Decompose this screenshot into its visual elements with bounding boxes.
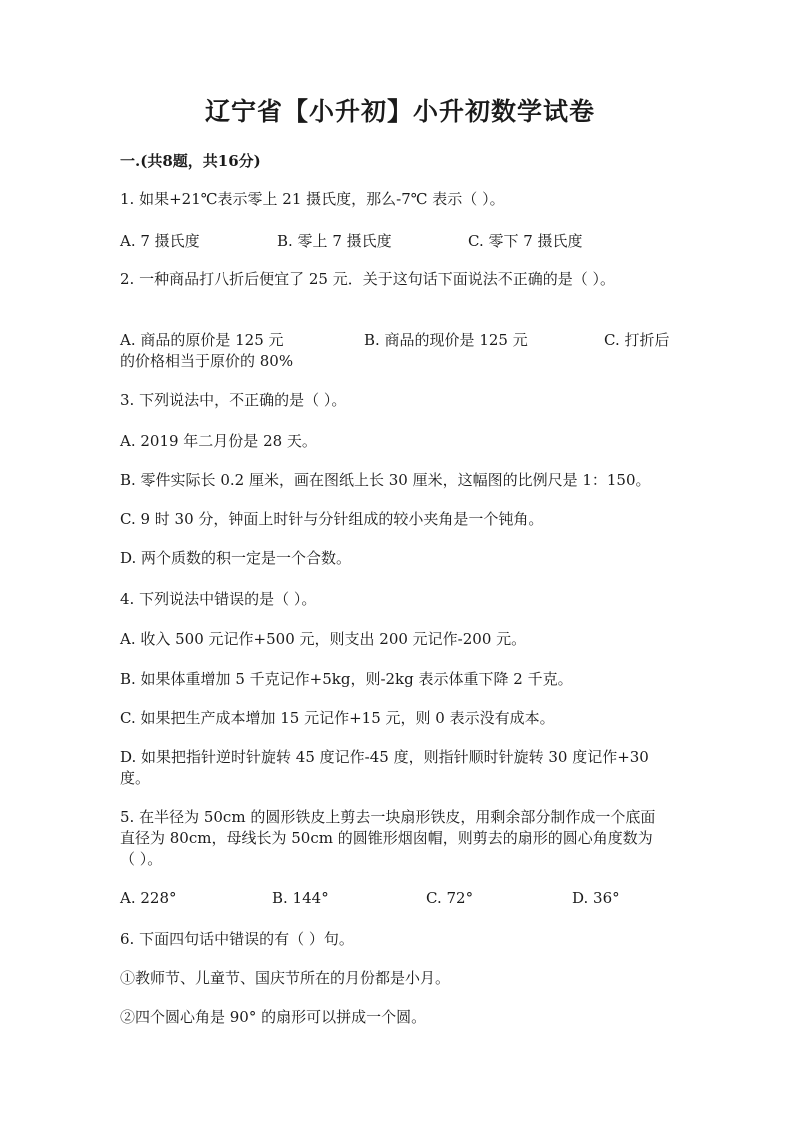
question-6-item-1: ①教师节、儿童节、国庆节所在的月份都是小月。 (120, 969, 451, 987)
question-1-option-a: A. 7 摄氏度 (120, 232, 200, 250)
question-3-option-a: A. 2019 年二月份是 28 天。 (120, 432, 317, 450)
question-6-item-2: ②四个圆心角是 90° 的扇形可以拼成一个圆。 (120, 1008, 427, 1026)
question-6-stem: 6. 下面四句话中错误的有（ ）句。 (120, 930, 354, 948)
question-5-option-b: B. 144° (272, 889, 329, 907)
question-4-option-d: D. 如果把指针逆时针旋转 45 度记作-45 度，则指针顺时针旋转 30 度记作+30 (120, 748, 649, 766)
question-4-option-c: C. 如果把生产成本增加 15 元记作+15 元，则 0 表示没有成本。 (120, 709, 555, 727)
question-4-option-a: A. 收入 500 元记作+500 元，则支出 200 元记作-200 元。 (120, 630, 527, 648)
question-3-option-d: D. 两个质数的积一定是一个合数。 (120, 549, 352, 567)
question-5-stem-line-2: 直径为 80cm，母线长为 50cm 的圆锥形烟囱帽，则剪去的扇形的圆心角度数为 (120, 829, 653, 847)
question-5-option-a: A. 228° (120, 889, 177, 907)
question-4-option-d-continued: 度。 (120, 769, 151, 787)
question-4-option-b: B. 如果体重增加 5 千克记作+5kg，则-2kg 表示体重下降 2 千克。 (120, 670, 573, 688)
question-5-stem-line-1: 5. 在半径为 50cm 的圆形铁皮上剪去一块扇形铁皮，用剩余部分制作成一个底面 (120, 808, 656, 826)
question-3-stem: 3. 下列说法中，不正确的是（ ）。 (120, 391, 347, 409)
question-5-option-c: C. 72° (426, 889, 474, 907)
page-title: 辽宁省【小升初】小升初数学试卷 (204, 97, 595, 126)
question-2-option-a: A. 商品的原价是 125 元 (120, 331, 284, 349)
question-2-stem: 2. 一种商品打八折后便宜了 25 元．关于这句话下面说法不正确的是（ ）。 (120, 270, 615, 288)
question-1-option-b: B. 零上 7 摄氏度 (277, 232, 392, 250)
question-3-option-c: C. 9 时 30 分，钟面上时针与分针组成的较小夹角是一个钝角。 (120, 510, 544, 528)
question-5-stem-line-3: （ ）。 (120, 850, 163, 868)
question-1-option-c: C. 零下 7 摄氏度 (468, 232, 583, 250)
question-2-option-c-continued: 的价格相当于原价的 80% (120, 352, 294, 370)
section-header: 一.(共8题，共16分) (120, 152, 261, 170)
question-1-stem: 1. 如果+21℃表示零上 21 摄氏度，那么-7℃ 表示（ ）。 (120, 190, 505, 208)
question-2-option-c: C. 打折后 (604, 331, 670, 349)
question-2-option-b: B. 商品的现价是 125 元 (364, 331, 528, 349)
question-4-stem: 4. 下列说法中错误的是（ ）。 (120, 590, 317, 608)
question-3-option-b: B. 零件实际长 0.2 厘米，画在图纸上长 30 厘米，这幅图的比例尺是 1：150。 (120, 471, 651, 489)
question-5-option-d: D. 36° (572, 889, 620, 907)
